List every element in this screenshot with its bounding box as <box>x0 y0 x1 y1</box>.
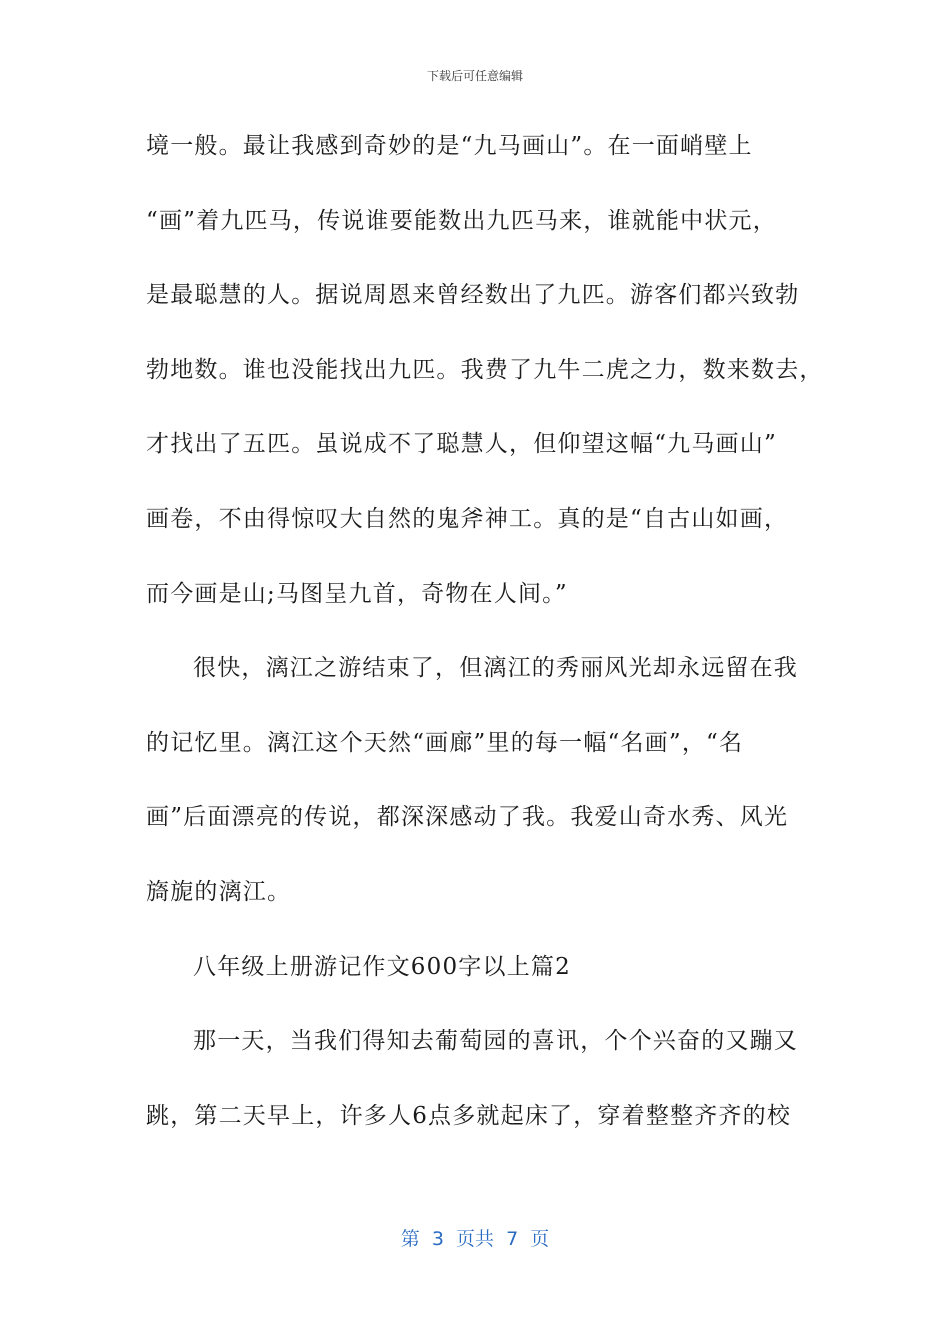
text-line: “画”着九匹马，传说谁要能数出九匹马来，谁就能中状元， <box>146 207 777 234</box>
text-line: 画卷，不由得惊叹大自然的鬼斧神工。真的是“自古山如画， <box>146 505 789 532</box>
text-line: 境一般。最让我感到奇妙的是“九马画山”。在一面峭壁上 <box>146 133 753 159</box>
text-line: 旖旎的漓江。 <box>146 878 292 905</box>
download-note: 下载后可任意编辑 <box>426 69 523 83</box>
text-line: 勃地数。谁也没能找出九匹。我费了九牛二虎之力，数来数去， <box>146 356 824 383</box>
page-number: 第 3 页共 7 页 <box>400 1228 550 1250</box>
paragraph-start-line: 那一天，当我们得知去葡萄园的喜讯，个个兴奋的又蹦又 <box>193 1028 798 1055</box>
document-body <box>146 122 826 1166</box>
text-line: 跳，第二天早上，许多人6点多就起床了，穿着整整齐齐的校 <box>146 1102 792 1129</box>
section-heading: 八年级上册游记作文600字以上篇2 <box>193 953 571 980</box>
text-line: 是最聪慧的人。据说周恩来曾经数出了九匹。游客们都兴致勃 <box>146 282 800 309</box>
text-line: 的记忆里。漓江这个天然“画廊”里的每一幅“名画”，“名 <box>146 729 744 756</box>
text-line: 画”后面漂亮的传说，都深深感动了我。我爱山奇水秀、风光 <box>146 804 789 831</box>
paragraph-start-line: 很快，漓江之游结束了，但漓江的秀丽风光却永远留在我 <box>193 655 798 682</box>
text-line: 而今画是山;马图呈九首，奇物在人间。” <box>146 580 568 607</box>
text-line: 才找出了五匹。虽说成不了聪慧人，但仰望这幅“九马画山” <box>146 431 777 458</box>
